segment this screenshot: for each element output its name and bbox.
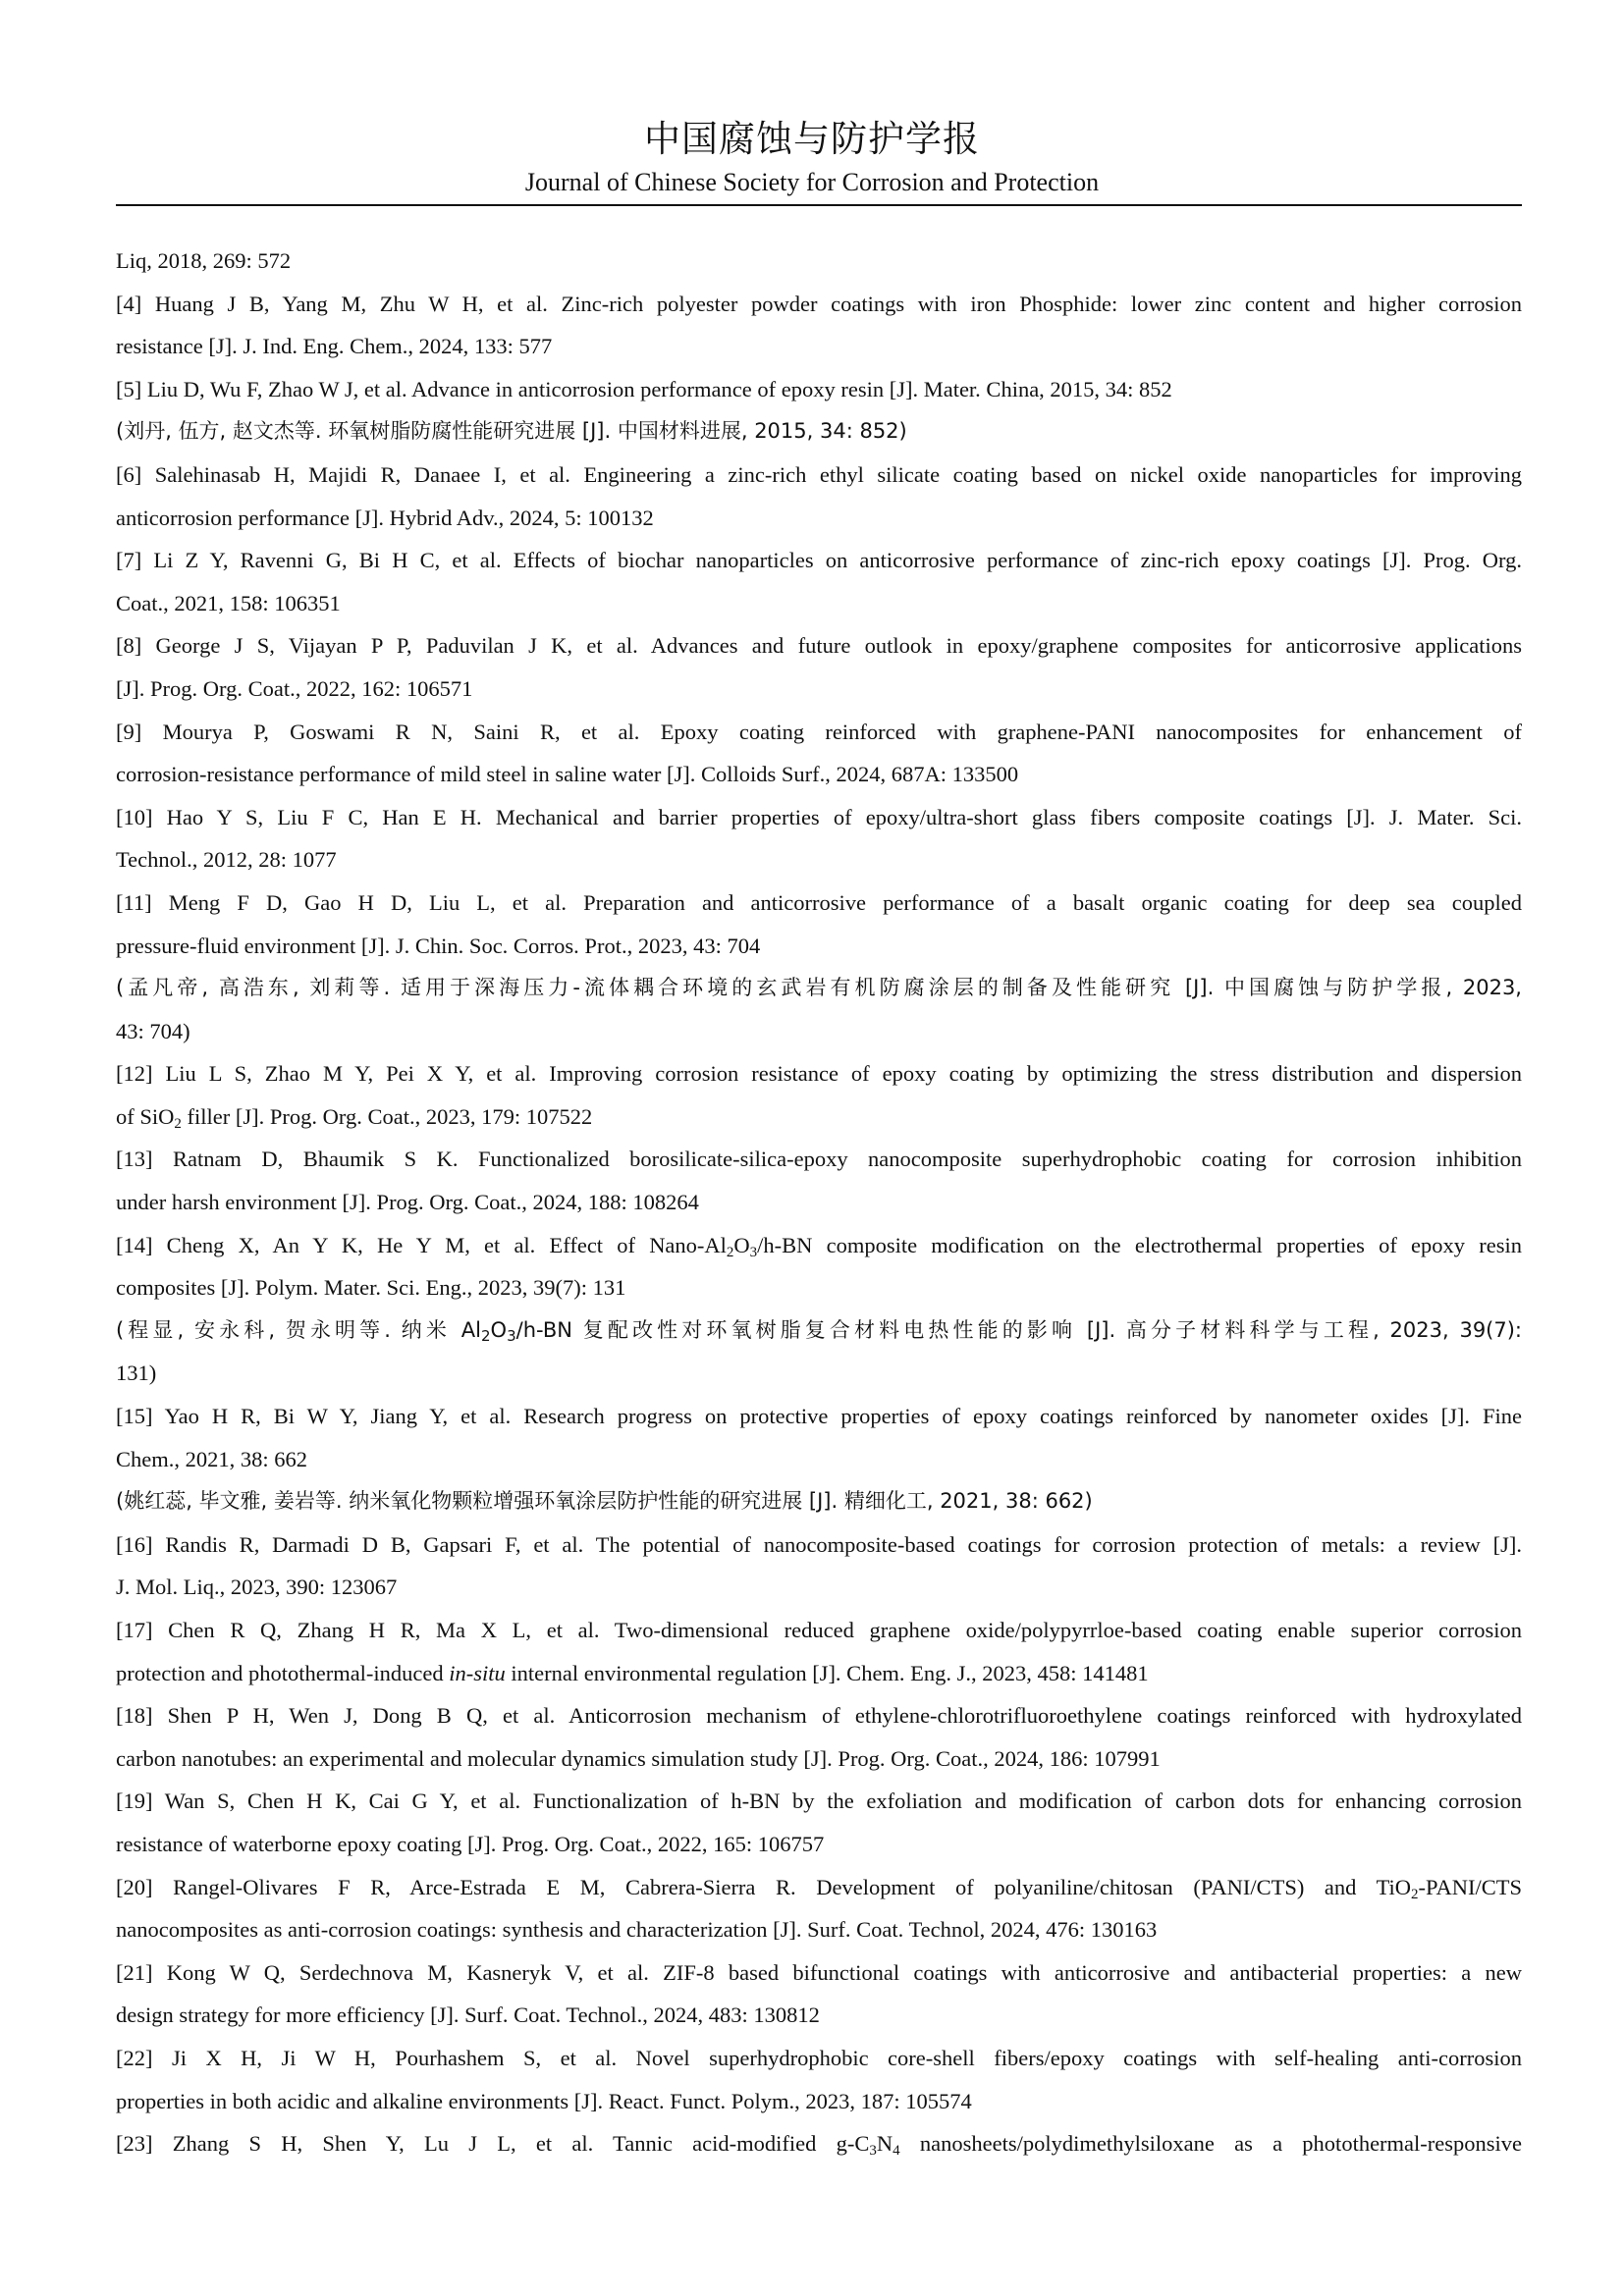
- reference-line: [21] Kong W Q, Serdechnova M, Kasneryk V, et al. ZIF-8 based bifunctional coatings with anticorrosive and antibacterial properties: a new: [116, 1959, 1522, 1985]
- reference-line: [15] Yao H R, Bi W Y, Jiang Y, et al. Research progress on protective properties of epoxy coatings reinforced by nanometer oxides [J]. Fine: [116, 1404, 1522, 1429]
- journal-title-chinese: 中国腐蚀与防护学报: [644, 118, 980, 160]
- reference-line: Chem., 2021, 38: 662: [116, 1446, 307, 1471]
- reference-line: design strategy for more efficiency [J]. Surf. Coat. Technol., 2024, 483: 130812: [116, 2002, 820, 2028]
- reference-line: [14] Cheng X, An Y K, He Y M, et al. Effect of Nano-$Al_2O_3/h-BN$ composite modification on the electrothermal properties of epoxy resin: [116, 1232, 1522, 1260]
- reference-line: [13] Ratnam D, Bhaumik S K. Functionalized borosilicate-silica-epoxy nanocomposite superhydrophobic coating for corrosion inhibition: [116, 1147, 1522, 1172]
- reference-line: [16] Randis R, Darmadi D B, Gapsari F, et al. The potential of nanocomposite-based coatings for corrosion protection of metals: a review [J].: [116, 1531, 1522, 1557]
- reference-line: 43: 704): [116, 1018, 190, 1043]
- reference-line: [6] Salehinasab H, Majidi R, Danaee I, et al. Engineering a zinc-rich ethyl silicate coating based on nickel oxide nanoparticles for improving: [116, 461, 1522, 487]
- reference-line: J. Mol. Liq., 2023, 390: 123067: [116, 1575, 398, 1600]
- reference-line: [18] Shen P H, Wen J, Dong B Q, et al. Anticorrosion mechanism of ethylene-chlorotrifluoroethylene coatings reinforced with hydroxylated: [116, 1703, 1522, 1729]
- reference-line: 131): [116, 1361, 157, 1386]
- reference-line: [20] Rangel-Olivares F R, Arce-Estrada E M, Cabrera-Sierra R. Development of polyaniline/chitosan (PANI/CTS) and TiO$_2$-PANI/CTS: [116, 1874, 1522, 1902]
- reference-line: [10] Hao Y S, Liu F C, Han E H. Mechanical and barrier properties of epoxy/ultra-short glass fibers composite coatings [J]. J. Mater. Sci.: [116, 804, 1522, 829]
- reference-line-chinese: (程显, 安永科, 贺永明等. 纳米 $Al_2O_3/h-BN$ 复配改性对环氧树脂复合材料电热性能的影响 [J]. 高分子材料科学与工程, 2023, 39(7):: [116, 1317, 1522, 1345]
- reference-line: resistance [J]. J. Ind. Eng. Chem., 2024, 133: 577: [116, 334, 553, 359]
- reference-line: [19] Wan S, Chen H K, Cai G Y, et al. Functionalization of h-BN by the exfoliation and modification of carbon dots for enhancing corrosion: [116, 1789, 1522, 1814]
- reference-line: corrosion-resistance performance of mild steel in saline water [J]. Colloids Surf., 2024, 687A: 133500: [116, 762, 1019, 787]
- page-header: [0, 116, 1624, 200]
- reference-list: [116, 240, 1522, 2165]
- reference-line: anticorrosion performance [J]. Hybrid Adv., 2024, 5: 100132: [116, 505, 654, 530]
- reference-line: [5] Liu D, Wu F, Zhao W J, et al. Advance in anticorrosion performance of epoxy resin [J]. Mater. China, 2015, 34: 852: [116, 376, 1172, 401]
- header-rule: [116, 204, 1522, 206]
- reference-line: properties in both acidic and alkaline environments [J]. React. Funct. Polym., 2023, 187: 105574: [116, 2088, 972, 2113]
- reference-line: [12] Liu L S, Zhao M Y, Pei X Y, et al. Improving corrosion resistance of epoxy coating by optimizing the stress distribution and dispersion: [116, 1061, 1522, 1087]
- reference-line: [22] Ji X H, Ji W H, Pourhashem S, et al. Novel superhydrophobic core-shell fibers/epoxy coatings with self-healing anti-corrosion: [116, 2045, 1522, 2070]
- reference-line-chinese: (刘丹, 伍方, 赵文杰等. 环氧树脂防腐性能研究进展 [J]. 中国材料进展, 2015, 34: 852): [116, 419, 907, 444]
- reference-line: [J]. Prog. Org. Coat., 2022, 162: 106571: [116, 675, 473, 701]
- reference-line: [11] Meng F D, Gao H D, Liu L, et al. Preparation and anticorrosive performance of a basalt organic coating for deep sea coupled: [116, 889, 1522, 915]
- reference-line: nanocomposites as anti-corrosion coatings: synthesis and characterization [J]. Surf. Coat. Technol, 2024, 476: 130163: [116, 1917, 1158, 1943]
- reference-line: composites [J]. Polym. Mater. Sci. Eng., 2023, 39(7): 131: [116, 1275, 626, 1301]
- reference-line: under harsh environment [J]. Prog. Org. Coat., 2024, 188: 108264: [116, 1190, 699, 1215]
- reference-line: [8] George J S, Vijayan P P, Paduvilan J K, et al. Advances and future outlook in epoxy/graphene composites for anticorrosive applications: [116, 633, 1522, 659]
- reference-line: Technol., 2012, 28: 1077: [116, 847, 337, 873]
- reference-line: protection and photothermal-induced in-situ internal environmental regulation [J]. Chem. Eng. J., 2023, 458: 141481: [116, 1660, 1149, 1685]
- journal-title-english: Journal of Chinese Society for Corrosion and Protection: [524, 168, 1100, 196]
- reference-line: resistance of waterborne epoxy coating [J]. Prog. Org. Coat., 2022, 165: 106757: [116, 1831, 825, 1856]
- reference-line: [7] Li Z Y, Ravenni G, Bi H C, et al. Effects of biochar nanoparticles on anticorrosive performance of zinc-rich epoxy coatings [J]. Prog. Org.: [116, 548, 1522, 573]
- reference-line: of SiO$_2$ filler [J]. Prog. Org. Coat., 2023, 179: 107522: [116, 1103, 593, 1132]
- reference-line: Coat., 2021, 158: 106351: [116, 590, 341, 615]
- reference-line-chinese: (姚红蕊, 毕文雅, 姜岩等. 纳米氧化物颗粒增强环氧涂层防护性能的研究进展 [J]. 精细化工, 2021, 38: 662): [116, 1489, 1093, 1514]
- reference-line: [23] Zhang S H, Shen Y, Lu J L, et al. Tannic acid-modified $g-C_3N_4$ nanosheets/polydimethylsiloxane as a photothermal-responsive: [116, 2131, 1522, 2160]
- reference-line: carbon nanotubes: an experimental and molecular dynamics simulation study [J]. Prog. Org. Coat., 2024, 186: 107991: [116, 1745, 1161, 1771]
- reference-line: [4] Huang J B, Yang M, Zhu W H, et al. Zinc-rich polyester powder coatings with iron Phosphide: lower zinc content and higher corrosion: [116, 291, 1522, 316]
- reference-line: [9] Mourya P, Goswami R N, Saini R, et al. Epoxy coating reinforced with graphene-PANI nanocomposites for enhancement of: [116, 719, 1522, 744]
- reference-line: pressure-fluid environment [J]. J. Chin. Soc. Corros. Prot., 2023, 43: 704: [116, 933, 761, 958]
- reference-line-chinese: (孟凡帝, 高浩东, 刘莉等. 适用于深海压力-流体耦合环境的玄武岩有机防腐涂层的制备及性能研究 [J]. 中国腐蚀与防护学报, 2023,: [116, 976, 1522, 1000]
- reference-line: Liq, 2018, 269: 572: [116, 248, 292, 273]
- reference-line: [17] Chen R Q, Zhang H R, Ma X L, et al. Two-dimensional reduced graphene oxide/polypyrrloe-based coating enable superior corrosion: [116, 1618, 1522, 1642]
